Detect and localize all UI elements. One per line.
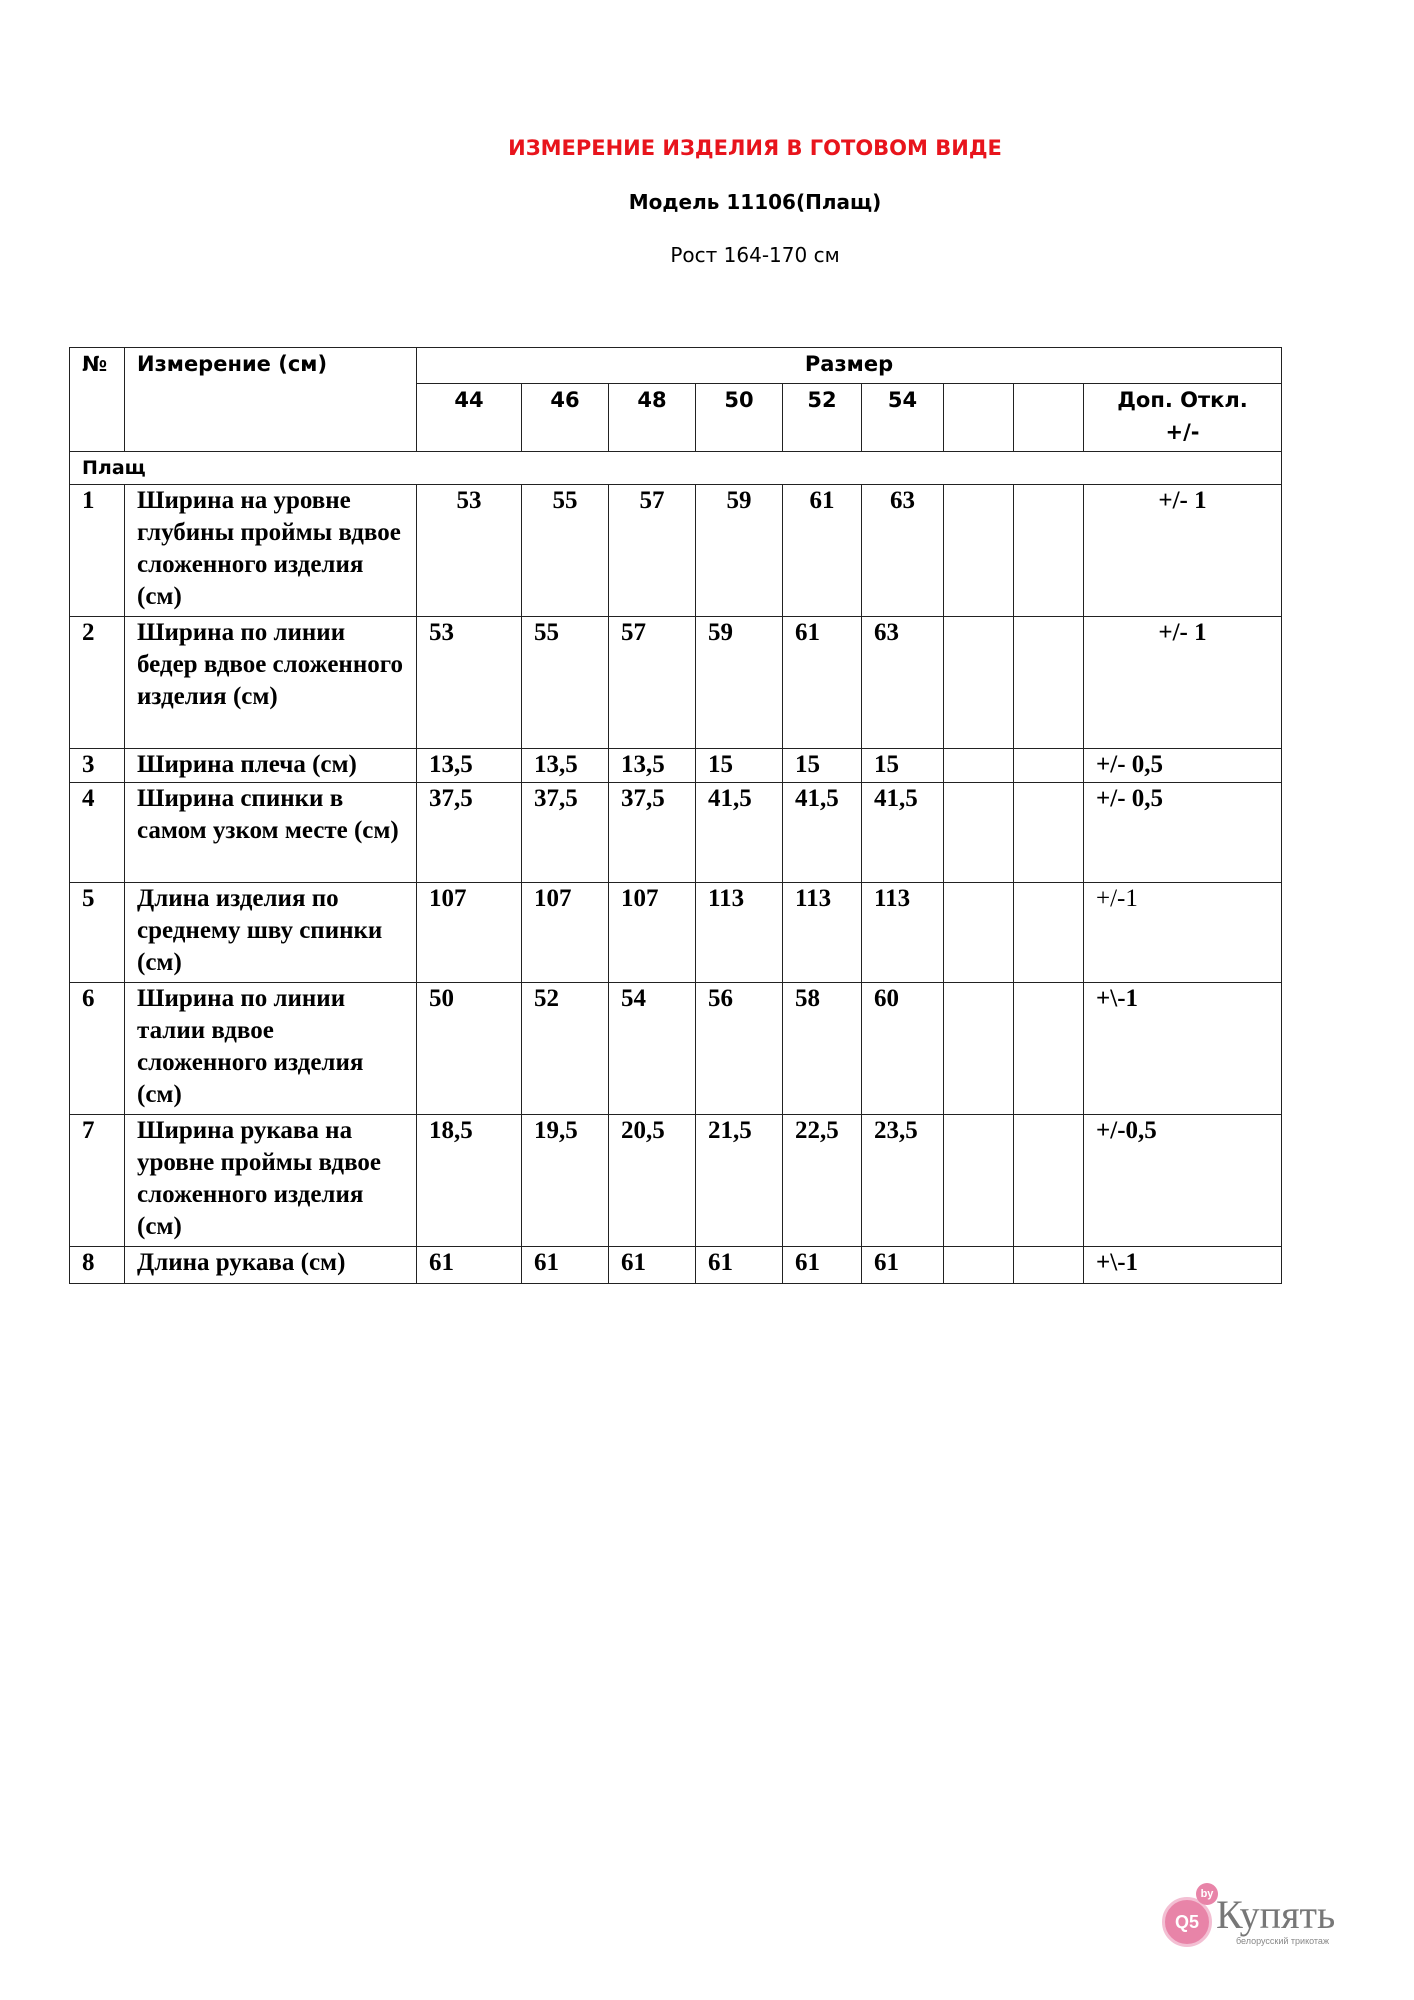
row-size-value: 41,5 [696, 783, 783, 883]
row-size-value: 20,5 [609, 1115, 696, 1247]
row-measure-name: Ширина на уровне глубины проймы вдвое сложенного изделия (см) [125, 485, 417, 617]
row-size-value: 50 [417, 983, 522, 1115]
header-size-54: 54 [862, 384, 944, 452]
row-size-value: 63 [862, 617, 944, 749]
table-row [70, 617, 1282, 749]
row-size-value: 21,5 [696, 1115, 783, 1247]
row-size-value: 22,5 [783, 1115, 862, 1247]
row-tolerance: +/- 1 [1084, 617, 1282, 749]
row-size-value: 61 [783, 617, 862, 749]
header-size-50: 50 [696, 384, 783, 452]
row-tolerance: +/- 1 [1084, 485, 1282, 617]
row-measure-name: Длина изделия по среднему шву спинки (см) [125, 883, 417, 983]
row-size-value: 61 [417, 1247, 522, 1284]
header-size-empty-1 [944, 384, 1014, 452]
row-number: 2 [70, 617, 125, 749]
row-size-value: 107 [609, 883, 696, 983]
row-number: 6 [70, 983, 125, 1115]
row-size-value: 52 [522, 983, 609, 1115]
row-size-value: 61 [783, 485, 862, 617]
row-number: 1 [70, 485, 125, 617]
row-size-value: 61 [522, 1247, 609, 1284]
row-size-value: 55 [522, 617, 609, 749]
row-size-value: 61 [696, 1247, 783, 1284]
table-row [70, 1115, 1282, 1247]
row-size-value: 19,5 [522, 1115, 609, 1247]
row-tolerance: +\-1 [1084, 983, 1282, 1115]
row-size-value: 61 [862, 1247, 944, 1284]
row-size-value: 37,5 [522, 783, 609, 883]
row-size-value: 37,5 [417, 783, 522, 883]
row-size-value: 55 [522, 485, 609, 617]
row-empty-cell [1014, 983, 1084, 1115]
row-empty-cell [1014, 485, 1084, 617]
header-number: № [70, 348, 125, 452]
row-empty-cell [1014, 1247, 1084, 1284]
row-empty-cell [944, 485, 1014, 617]
header-measure: Измерение (см) [125, 348, 417, 452]
row-size-value: 56 [696, 983, 783, 1115]
row-empty-cell [1014, 1115, 1084, 1247]
row-size-value: 15 [696, 749, 783, 783]
row-empty-cell [944, 983, 1014, 1115]
row-empty-cell [1014, 883, 1084, 983]
row-empty-cell [944, 1247, 1014, 1284]
row-number: 7 [70, 1115, 125, 1247]
size-table [69, 347, 1282, 1284]
row-size-value: 53 [417, 485, 522, 617]
logo-badge: Q5 [1162, 1897, 1212, 1947]
header-size-52: 52 [783, 384, 862, 452]
row-empty-cell [944, 749, 1014, 783]
row-size-value: 18,5 [417, 1115, 522, 1247]
row-empty-cell [944, 1115, 1014, 1247]
header-tolerance [1084, 384, 1282, 452]
row-size-value: 113 [783, 883, 862, 983]
row-size-value: 13,5 [417, 749, 522, 783]
row-size-value: 58 [783, 983, 862, 1115]
row-tolerance: +/-1 [1084, 883, 1282, 983]
model-name: Модель 11106(Плащ) [628, 190, 882, 214]
table-row [70, 1247, 1282, 1284]
row-measure-name: Ширина рукава на уровне проймы вдвое сложенного изделия (см) [125, 1115, 417, 1247]
row-size-value: 59 [696, 617, 783, 749]
row-empty-cell [1014, 749, 1084, 783]
row-empty-cell [1014, 783, 1084, 883]
section-label: Плащ [70, 452, 1282, 485]
row-size-value: 61 [783, 1247, 862, 1284]
row-size-value: 57 [609, 485, 696, 617]
row-size-value: 15 [783, 749, 862, 783]
row-size-value: 63 [862, 485, 944, 617]
row-size-value: 13,5 [609, 749, 696, 783]
row-measure-name: Ширина спинки в самом узком месте (см) [125, 783, 417, 883]
row-size-value: 61 [609, 1247, 696, 1284]
header-tolerance-line2: +/- [1165, 420, 1200, 444]
table-row [70, 749, 1282, 783]
row-size-value: 113 [862, 883, 944, 983]
row-size-value: 54 [609, 983, 696, 1115]
row-size-value: 53 [417, 617, 522, 749]
row-number: 4 [70, 783, 125, 883]
row-size-value: 41,5 [862, 783, 944, 883]
document-title: ИЗМЕРЕНИЕ ИЗДЕЛИЯ В ГОТОВОМ ВИДЕ [508, 136, 1002, 160]
logo-tagline: белорусский трикотаж [1236, 1936, 1329, 1946]
row-size-value: 113 [696, 883, 783, 983]
logo-brand: Купять [1216, 1892, 1336, 1937]
row-size-value: 57 [609, 617, 696, 749]
row-empty-cell [944, 617, 1014, 749]
header-size-46: 46 [522, 384, 609, 452]
row-measure-name: Ширина по линии талии вдвое сложенного изделия (см) [125, 983, 417, 1115]
row-size-value: 23,5 [862, 1115, 944, 1247]
table-row [70, 883, 1282, 983]
row-size-value: 41,5 [783, 783, 862, 883]
row-empty-cell [1014, 617, 1084, 749]
logo-badge-sup: by [1196, 1883, 1218, 1905]
row-tolerance: +/- 0,5 [1084, 749, 1282, 783]
row-size-value: 37,5 [609, 783, 696, 883]
row-measure-name: Ширина по линии бедер вдвое сложенного изделия (см) [125, 617, 417, 749]
row-empty-cell [944, 783, 1014, 883]
row-size-value: 59 [696, 485, 783, 617]
header-size: Размер [417, 348, 1282, 384]
table-row [70, 485, 1282, 617]
row-measure-name: Длина рукава (см) [125, 1247, 417, 1284]
row-measure-name: Ширина плеча (см) [125, 749, 417, 783]
header-size-44: 44 [417, 384, 522, 452]
row-number: 5 [70, 883, 125, 983]
row-number: 3 [70, 749, 125, 783]
height-range: Рост 164-170 см [670, 243, 840, 267]
header-size-empty-2 [1014, 384, 1084, 452]
header-size-48: 48 [609, 384, 696, 452]
table-row [70, 983, 1282, 1115]
row-tolerance: +/-0,5 [1084, 1115, 1282, 1247]
row-number: 8 [70, 1247, 125, 1284]
row-tolerance: +/- 0,5 [1084, 783, 1282, 883]
row-empty-cell [944, 883, 1014, 983]
brand-logo [1158, 1883, 1368, 1953]
row-size-value: 107 [522, 883, 609, 983]
row-size-value: 107 [417, 883, 522, 983]
row-size-value: 13,5 [522, 749, 609, 783]
table-row [70, 783, 1282, 883]
row-size-value: 15 [862, 749, 944, 783]
row-size-value: 60 [862, 983, 944, 1115]
row-tolerance: +\-1 [1084, 1247, 1282, 1284]
header-tolerance-line1: Доп. Откл. [1117, 388, 1248, 412]
